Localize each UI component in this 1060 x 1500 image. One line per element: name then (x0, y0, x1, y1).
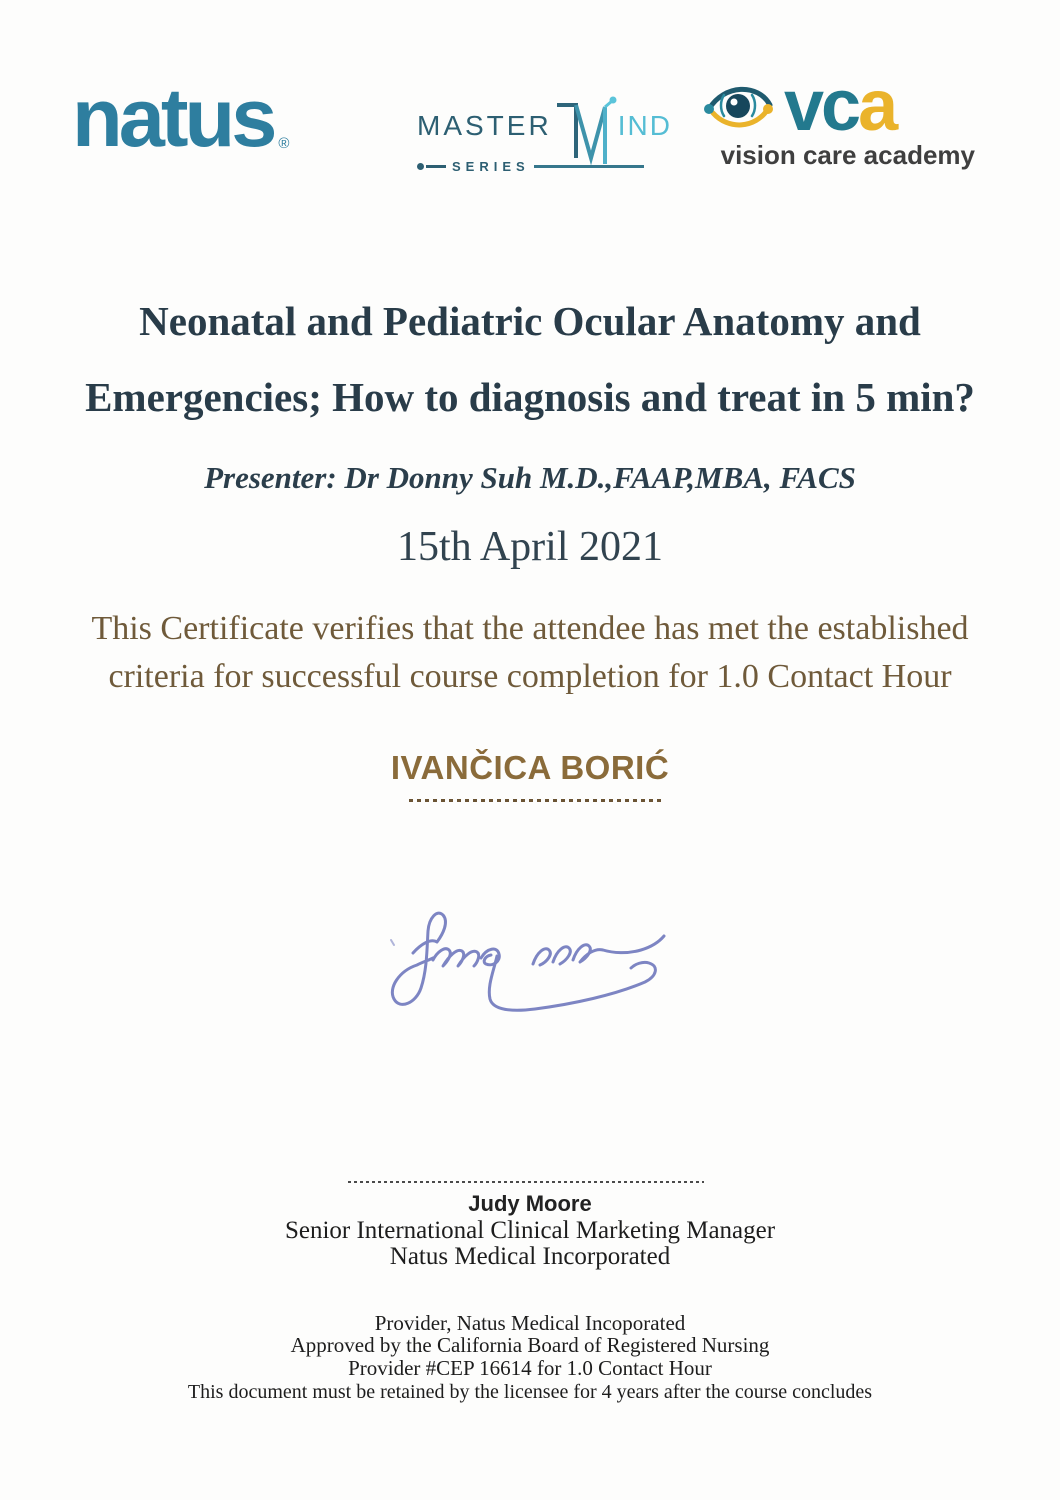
signature-scribble (383, 898, 688, 1038)
series-dash-left (426, 165, 446, 168)
retention-notice: This document must be retained by the licensee for 4 years after the course concludes (187, 1381, 873, 1403)
natus-wordmark: natus (72, 71, 274, 164)
mastermind-m-circuit-icon (555, 96, 617, 171)
vca-logo (700, 66, 975, 171)
vca-a-letter: a (858, 66, 896, 146)
presenter-line: Presenter: Dr Donny Suh M.D.,FAAP,MBA, FACS (204, 460, 856, 495)
natus-logo (72, 72, 289, 164)
mastermind-ind-text: IND (617, 110, 672, 141)
completion-statement-line1: This Certificate verifies that the attendee has met the established (91, 610, 969, 647)
signatory-divider (348, 1181, 704, 1183)
course-title-line1: Neonatal and Pediatric Ocular Anatomy and (139, 298, 921, 344)
signatory-title: Senior International Clinical Marketing Manager (284, 1217, 776, 1244)
mastermind-series-logo (417, 96, 672, 174)
attendee-name-underline (409, 799, 661, 802)
completion-statement (0, 605, 1060, 701)
series-dot-icon (417, 163, 424, 170)
mastermind-master-text: MASTER (417, 110, 552, 141)
attendee-name: IVANČICA BORIĆ (390, 749, 670, 786)
provider-line2: Approved by the California Board of Registered Nursing (290, 1333, 770, 1357)
series-dash-right (534, 165, 644, 168)
signatory-organization: Natus Medical Incorporated (389, 1243, 671, 1270)
completion-statement-line2: criteria for successful course completion for 1.0 Contact Hour (108, 658, 952, 695)
provider-line3: Provider #CEP 16614 for 1.0 Contact Hour (348, 1356, 712, 1380)
vca-wordmark (784, 66, 896, 146)
mastermind-series-row (417, 159, 667, 174)
signatory-name: Judy Moore (468, 1191, 592, 1216)
eye-icon (700, 73, 778, 140)
course-date: 15th April 2021 (396, 524, 663, 570)
series-label: SERIES (452, 159, 530, 174)
registered-trademark-icon: ® (278, 135, 290, 152)
vca-tagline: vision care academy (720, 140, 975, 170)
vca-vc-letters: vc (784, 66, 859, 146)
provider-line1: Provider, Natus Medical Incoporated (374, 1311, 686, 1335)
course-title-line2: Emergencies; How to diagnosis and treat in 5 min? (85, 374, 975, 420)
